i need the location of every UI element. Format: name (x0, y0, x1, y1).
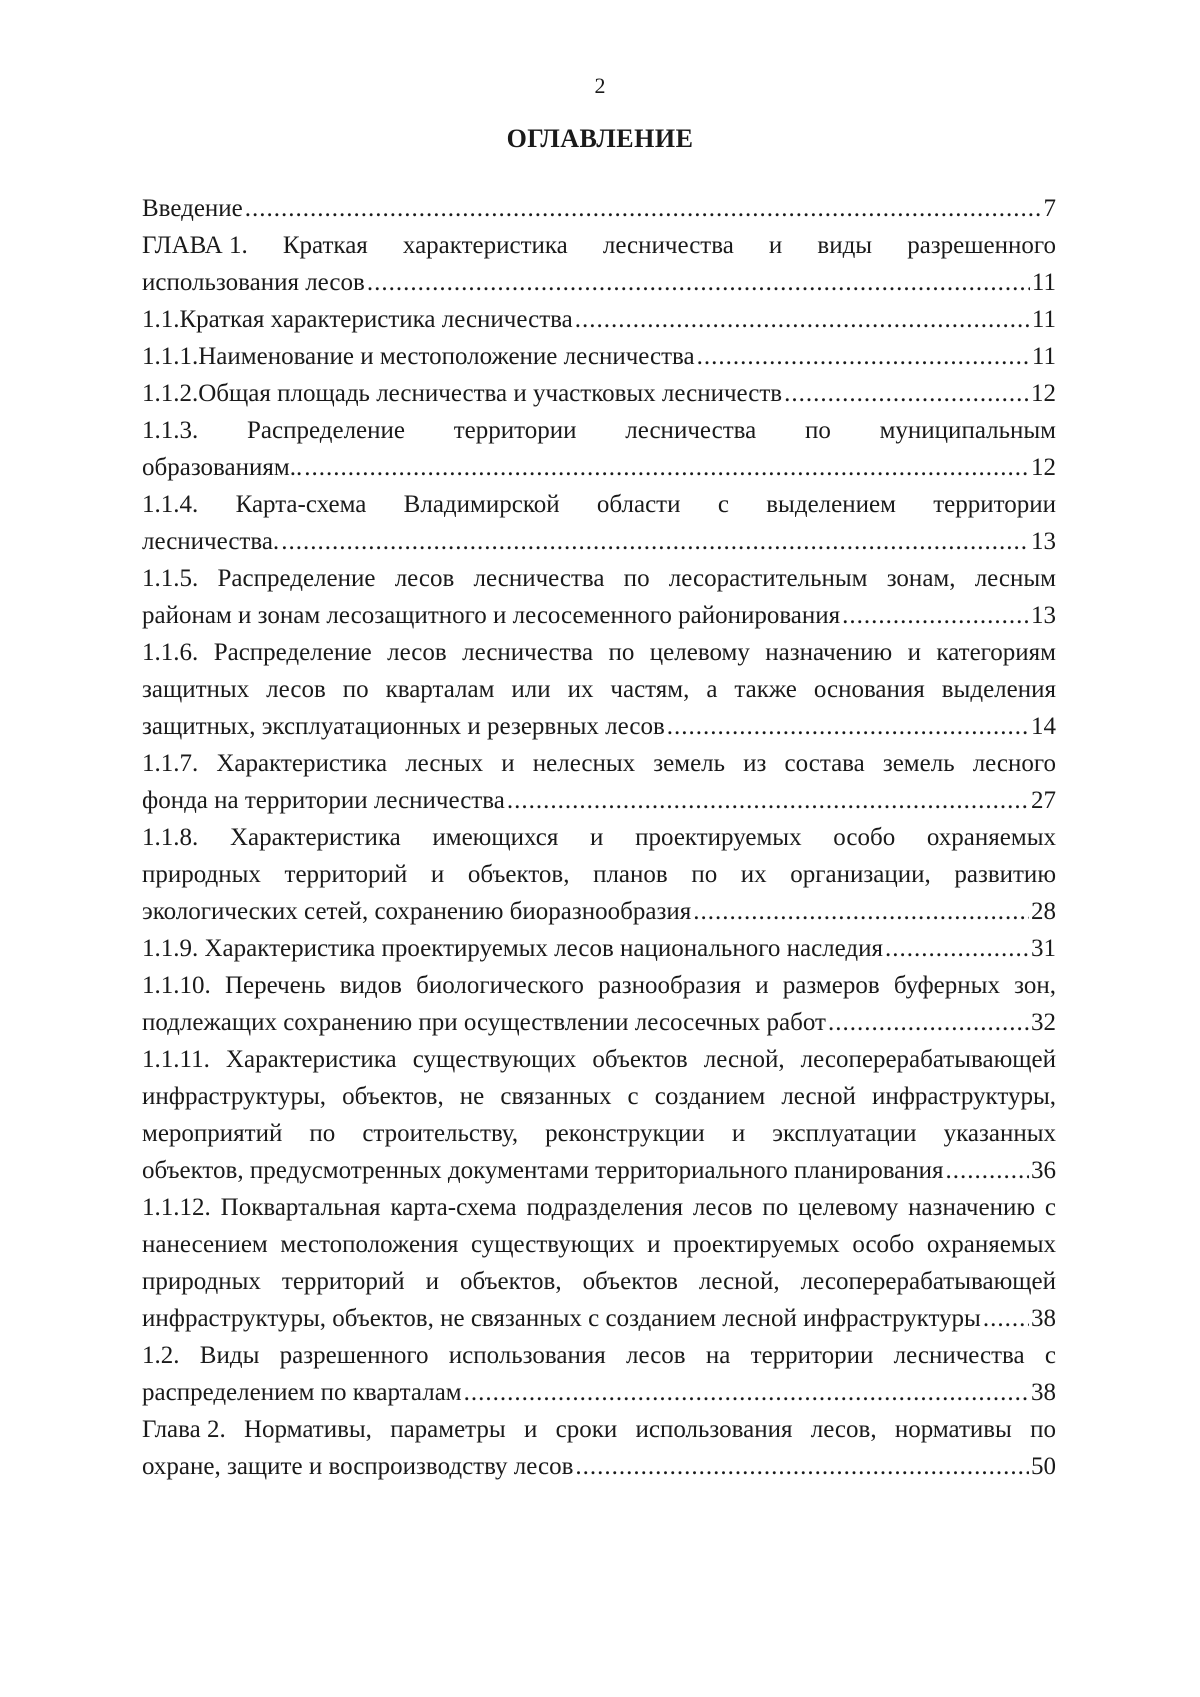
toc-entry-text: фонда на территории лесничества (142, 787, 505, 814)
toc-page-number: 11 (1031, 343, 1056, 370)
toc-entry-last-line (142, 523, 1056, 560)
toc-entry-line (142, 486, 1056, 523)
toc-entry-number: 1.1.11. (142, 1046, 210, 1073)
toc-entry-text: Распределение территории лесничества по муниципальным (247, 417, 1056, 444)
toc-entry-last-line (142, 190, 1056, 227)
toc-entry-text: подлежащих сохранению при осуществлении лесосечных работ (142, 1009, 826, 1036)
toc-entry-text: защитных лесов по кварталам или их частям, а также основания выделения (142, 676, 1056, 703)
toc-entry-line (142, 634, 1056, 671)
toc-entry-text: Виды разрешенного использования лесов на территории лесничества с (199, 1342, 1056, 1369)
toc-entry-last-line (142, 338, 1056, 375)
toc-entry-text: Характеристика имеющихся и проектируемых особо охраняемых (229, 824, 1056, 851)
toc-entry-number: 1.1.9. (142, 935, 199, 962)
toc-entry-line (142, 1115, 1056, 1152)
toc-entry-number: 1.1.4. (142, 491, 199, 518)
toc-entry-last-line (142, 1374, 1056, 1411)
toc-entry-text: экологических сетей, сохранению биоразнообразия (142, 898, 692, 925)
toc-page-number: 11 (1031, 269, 1056, 296)
toc-entry-number: 1.1.1. (142, 343, 199, 370)
toc-page-number: 13 (1031, 602, 1056, 629)
toc-entry-text: объектов, предусмотренных документами территориального планирования (142, 1157, 944, 1184)
dot-leader (575, 301, 1030, 338)
toc-page-number: 12 (1031, 454, 1056, 481)
toc-entry-number: 1.1.7. (142, 750, 199, 777)
toc-title: ОГЛАВЛЕНИЕ (506, 124, 694, 153)
toc-entry-number: 1.2. (142, 1342, 180, 1369)
toc-entry-last-line (142, 1004, 1056, 1041)
toc-entry-line (142, 1411, 1056, 1448)
toc-entry[interactable] (142, 560, 1056, 634)
toc-entry-line (142, 745, 1056, 782)
toc-entry[interactable] (142, 930, 1056, 967)
toc-entry-text: мероприятий по строительству, реконструкции и эксплуатации указанных (142, 1120, 1056, 1147)
toc-entry-line (142, 1078, 1056, 1115)
toc-entry-line (142, 856, 1056, 893)
toc-entry-number: 1.1.6. (142, 639, 199, 666)
toc-entry-last-line (142, 375, 1056, 412)
toc-entry-last-line (142, 301, 1056, 338)
toc-entry-text: Краткая характеристика лесничества (179, 306, 573, 333)
dot-leader (464, 1374, 1029, 1411)
toc-entry-last-line (142, 930, 1056, 967)
toc-entry-last-line (142, 264, 1056, 301)
toc-page-number: 50 (1031, 1453, 1056, 1480)
toc-entry-text: нанесением местоположения существующих и проектируемых особо охраняемых (142, 1231, 1056, 1258)
toc-page-number: 36 (1031, 1157, 1056, 1184)
dot-leader (693, 893, 1029, 930)
dot-leader (281, 523, 1029, 560)
toc-entry-text: использования лесов (142, 269, 365, 296)
toc-page-number: 32 (1031, 1009, 1056, 1036)
toc-page-number: 31 (1031, 935, 1056, 962)
dot-leader (983, 1300, 1029, 1337)
toc-entry[interactable] (142, 1337, 1056, 1411)
toc-entry[interactable] (142, 375, 1056, 412)
toc-entry-text: инфраструктуры, объектов, не связанных с созданием лесной инфраструктуры, (142, 1083, 1056, 1110)
toc-entry-line (142, 1263, 1056, 1300)
toc-page-number: 7 (1043, 195, 1056, 222)
toc-entry-last-line (142, 1300, 1056, 1337)
toc-entry-text: Характеристика лесных и нелесных земель из состава земель лесного (216, 750, 1056, 777)
toc-entry-text: образованиям.. (142, 454, 303, 481)
toc-entry-line (142, 560, 1056, 597)
dot-leader (885, 930, 1029, 967)
toc-entry[interactable] (142, 745, 1056, 819)
toc-page-number: 38 (1031, 1379, 1056, 1406)
toc-entry[interactable] (142, 227, 1056, 301)
toc-entry-last-line (142, 449, 1056, 486)
toc-entry-number: 1.1.2. (142, 380, 199, 407)
toc-page-number: 27 (1031, 787, 1056, 814)
toc-entry-text: Карта-схема Владимирской области с выделением территории (235, 491, 1056, 518)
toc-entry-text: Нормативы, параметры и сроки использования лесов, нормативы по (244, 1416, 1056, 1443)
dot-leader (784, 375, 1029, 412)
toc-entry-text: Общая площадь лесничества и участковых лесничеств (198, 380, 783, 407)
toc-entry-line (142, 227, 1056, 264)
toc-entry-number: Глава 2. (142, 1416, 226, 1443)
toc-entry[interactable] (142, 1041, 1056, 1189)
toc-entry-text: Введение (142, 195, 243, 222)
toc-page-number: 11 (1031, 306, 1056, 333)
toc-entry[interactable] (142, 819, 1056, 930)
toc-entry[interactable] (142, 301, 1056, 338)
toc-entry-line (142, 1226, 1056, 1263)
toc-entry-text: Распределение лесов лесничества по лесорастительным зонам, лесным (217, 565, 1056, 592)
dot-leader (304, 449, 1029, 486)
toc-entry-line (142, 1041, 1056, 1078)
dot-leader (575, 1448, 1029, 1485)
toc-entry-last-line (142, 893, 1056, 930)
toc-entry-last-line (142, 597, 1056, 634)
toc-entry-line (142, 1337, 1056, 1374)
toc-entry-last-line (142, 782, 1056, 819)
toc-entry-text: Характеристика существующих объектов лесной, лесоперерабатывающей (225, 1046, 1056, 1073)
toc-entry-last-line (142, 1152, 1056, 1189)
toc-entry-line (142, 967, 1056, 1004)
toc-entry[interactable] (142, 338, 1056, 375)
toc-entry-text: защитных, эксплуатационных и резервных лесов (142, 713, 665, 740)
toc-entry-text: охране, защите и воспроизводству лесов (142, 1453, 574, 1480)
toc-entry[interactable] (142, 1189, 1056, 1337)
toc-entry[interactable] (142, 190, 1056, 227)
dot-leader (697, 338, 1030, 375)
toc-entry[interactable] (142, 412, 1056, 486)
toc-entry-text: распределением по кварталам (142, 1379, 462, 1406)
table-of-contents (142, 190, 1056, 1485)
page-number: 2 (594, 73, 606, 98)
toc-entry-text: районам и зонам лесозащитного и лесосеменного районирования (142, 602, 841, 629)
toc-entry-line (142, 1189, 1056, 1226)
dot-leader (367, 264, 1030, 301)
dot-leader (245, 190, 1042, 227)
toc-entry-text: инфраструктуры, объектов, не связанных с созданием лесной инфраструктуры (142, 1305, 981, 1332)
dot-leader (507, 782, 1029, 819)
toc-entry-number: 1.1.12. (142, 1194, 211, 1221)
toc-entry[interactable] (142, 634, 1056, 745)
toc-entry-line (142, 819, 1056, 856)
toc-page-number: 28 (1031, 898, 1056, 925)
toc-page-number: 12 (1031, 380, 1056, 407)
toc-entry-text: природных территорий и объектов, объектов лесной, лесоперерабатывающей (142, 1268, 1056, 1295)
toc-page-number: 13 (1031, 528, 1056, 555)
toc-page-number: 14 (1031, 713, 1056, 740)
toc-entry-number: ГЛАВА 1. (142, 232, 248, 259)
toc-entry-text: Характеристика проектируемых лесов национального наследия (204, 935, 884, 962)
toc-entry-number: 1.1.3. (142, 417, 199, 444)
toc-page-number: 38 (1031, 1305, 1056, 1332)
dot-leader (842, 597, 1029, 634)
toc-entry-number: 1.1.5. (142, 565, 199, 592)
dot-leader (667, 708, 1029, 745)
toc-entry-number: 1.1.10. (142, 972, 211, 999)
toc-entry-number: 1.1. (142, 306, 180, 333)
toc-entry-text: Перечень видов биологического разнообразия и размеров буферных зон, (224, 972, 1056, 999)
dot-leader (946, 1152, 1029, 1189)
toc-entry[interactable] (142, 1411, 1056, 1485)
toc-entry-number: 1.1.8. (142, 824, 199, 851)
toc-entry-line (142, 671, 1056, 708)
toc-entry-text: лесничества. (142, 528, 280, 555)
toc-entry-text: Распределение лесов лесничества по целевому назначению и категориям (213, 639, 1056, 666)
toc-entry-text: природных территорий и объектов, планов по их организации, развитию (142, 861, 1056, 888)
toc-entry-last-line (142, 708, 1056, 745)
toc-entry-text: Наименование и местоположение лесничества (198, 343, 695, 370)
toc-entry-text: Краткая характеристика лесничества и виды разрешенного (282, 232, 1056, 259)
toc-entry-line (142, 412, 1056, 449)
dot-leader (828, 1004, 1029, 1041)
toc-entry-text: Поквартальная карта-схема подразделения лесов по целевому назначению с (220, 1194, 1056, 1221)
toc-entry[interactable] (142, 486, 1056, 560)
toc-entry-last-line (142, 1448, 1056, 1485)
toc-entry[interactable] (142, 967, 1056, 1041)
